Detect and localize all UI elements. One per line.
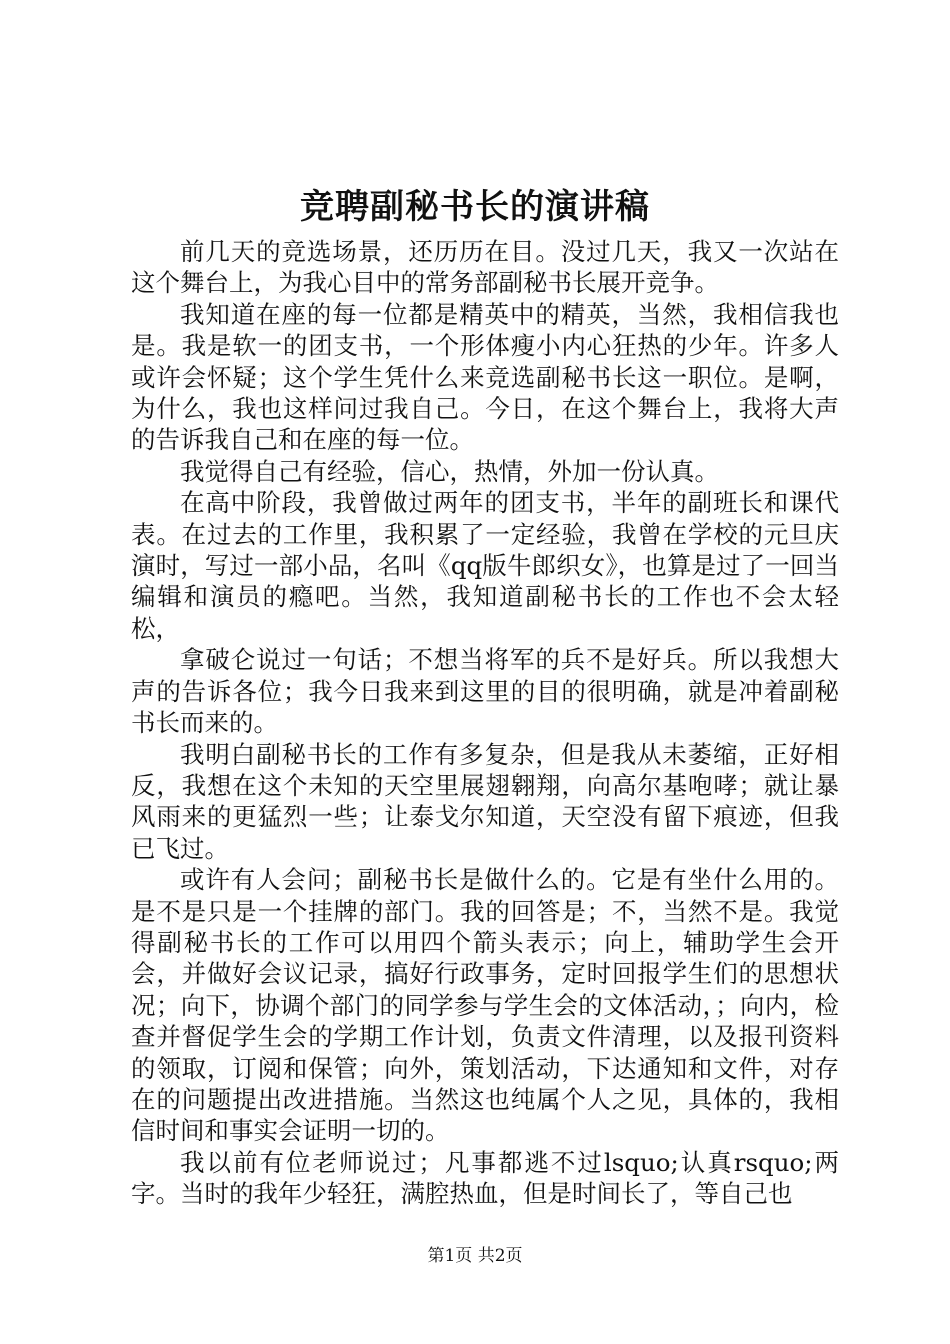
paragraph: 我觉得自己有经验，信心，热情，外加一份认真。 (180, 456, 719, 486)
paragraph: 我知道在座的每一位都是精英中的精英，当然，我相信我也是。我是软一的团支书，一个形体瘦小内心狂热的少年。许多人或许会怀疑；这个学生凭什么来竞选副秘书长这一职位。是啊，为什么，我也这样问过我自己。今日，在这个舞台上，我将大声的告诉我自己和在座的每一位。 (131, 299, 839, 455)
paragraph: 我明白副秘书长的工作有多复杂，但是我从未萎缩，正好相反，我想在这个未知的天空里展翅翱翔，向高尔基咆哮；就让暴风雨来的更猛烈一些；让泰戈尔知道，天空没有留下痕迹，但我已飞过。 (131, 739, 839, 863)
paragraph: 在高中阶段，我曾做过两年的团支书，半年的副班长和课代表。在过去的工作里，我积累了一定经验，我曾在学校的元旦庆演时，写过一部小品，名叫《qq版牛郎织女》，也算是过了一回当编辑和演员的瘾吧。当然，我知道副秘书长的工作也不会太轻松， (131, 488, 839, 643)
page-number-footer: 第1页 共2页 (427, 1246, 523, 1266)
paragraph: 前几天的竞选场景，还历历在目。没过几天，我又一次站在这个舞台上，为我心目中的常务部副秘书长展开竞争。 (131, 237, 839, 298)
paragraph: 我以前有位老师说过；凡事都逃不过lsquo;认真rsquo;两字。当时的我年少轻狂，满腔热血，但是时间长了，等自己也 (131, 1147, 839, 1209)
document-body (131, 236, 839, 1210)
document-title: 竞聘副秘书长的演讲稿 (300, 187, 650, 227)
paragraph: 或许有人会问；副秘书长是做什么的。它是有坐什么用的。是不是只是一个挂牌的部门。我的回答是；不，当然不是。我觉得副秘书长的工作可以用四个箭头表示；向上，辅助学生会开会，并做好会议记录，搞好行政事务，定时回报学生们的思想状况；向下，协调个部门的同学参与学生会的文体活动，；向内，检查并督促学生会的学期工作计划，负责文件清理，以及报刊资料的领取，订阅和保管；向外，策划活动，下达通知和文件，对存在的问题提出改进措施。当然这也纯属个人之见，具体的，我相信时间和事实会证明一切的。 (131, 865, 839, 1146)
paragraph: 拿破仑说过一句话；不想当将军的兵不是好兵。所以我想大声的告诉各位；我今日我来到这里的目的很明确，就是冲着副秘书长而来的。 (131, 645, 839, 738)
